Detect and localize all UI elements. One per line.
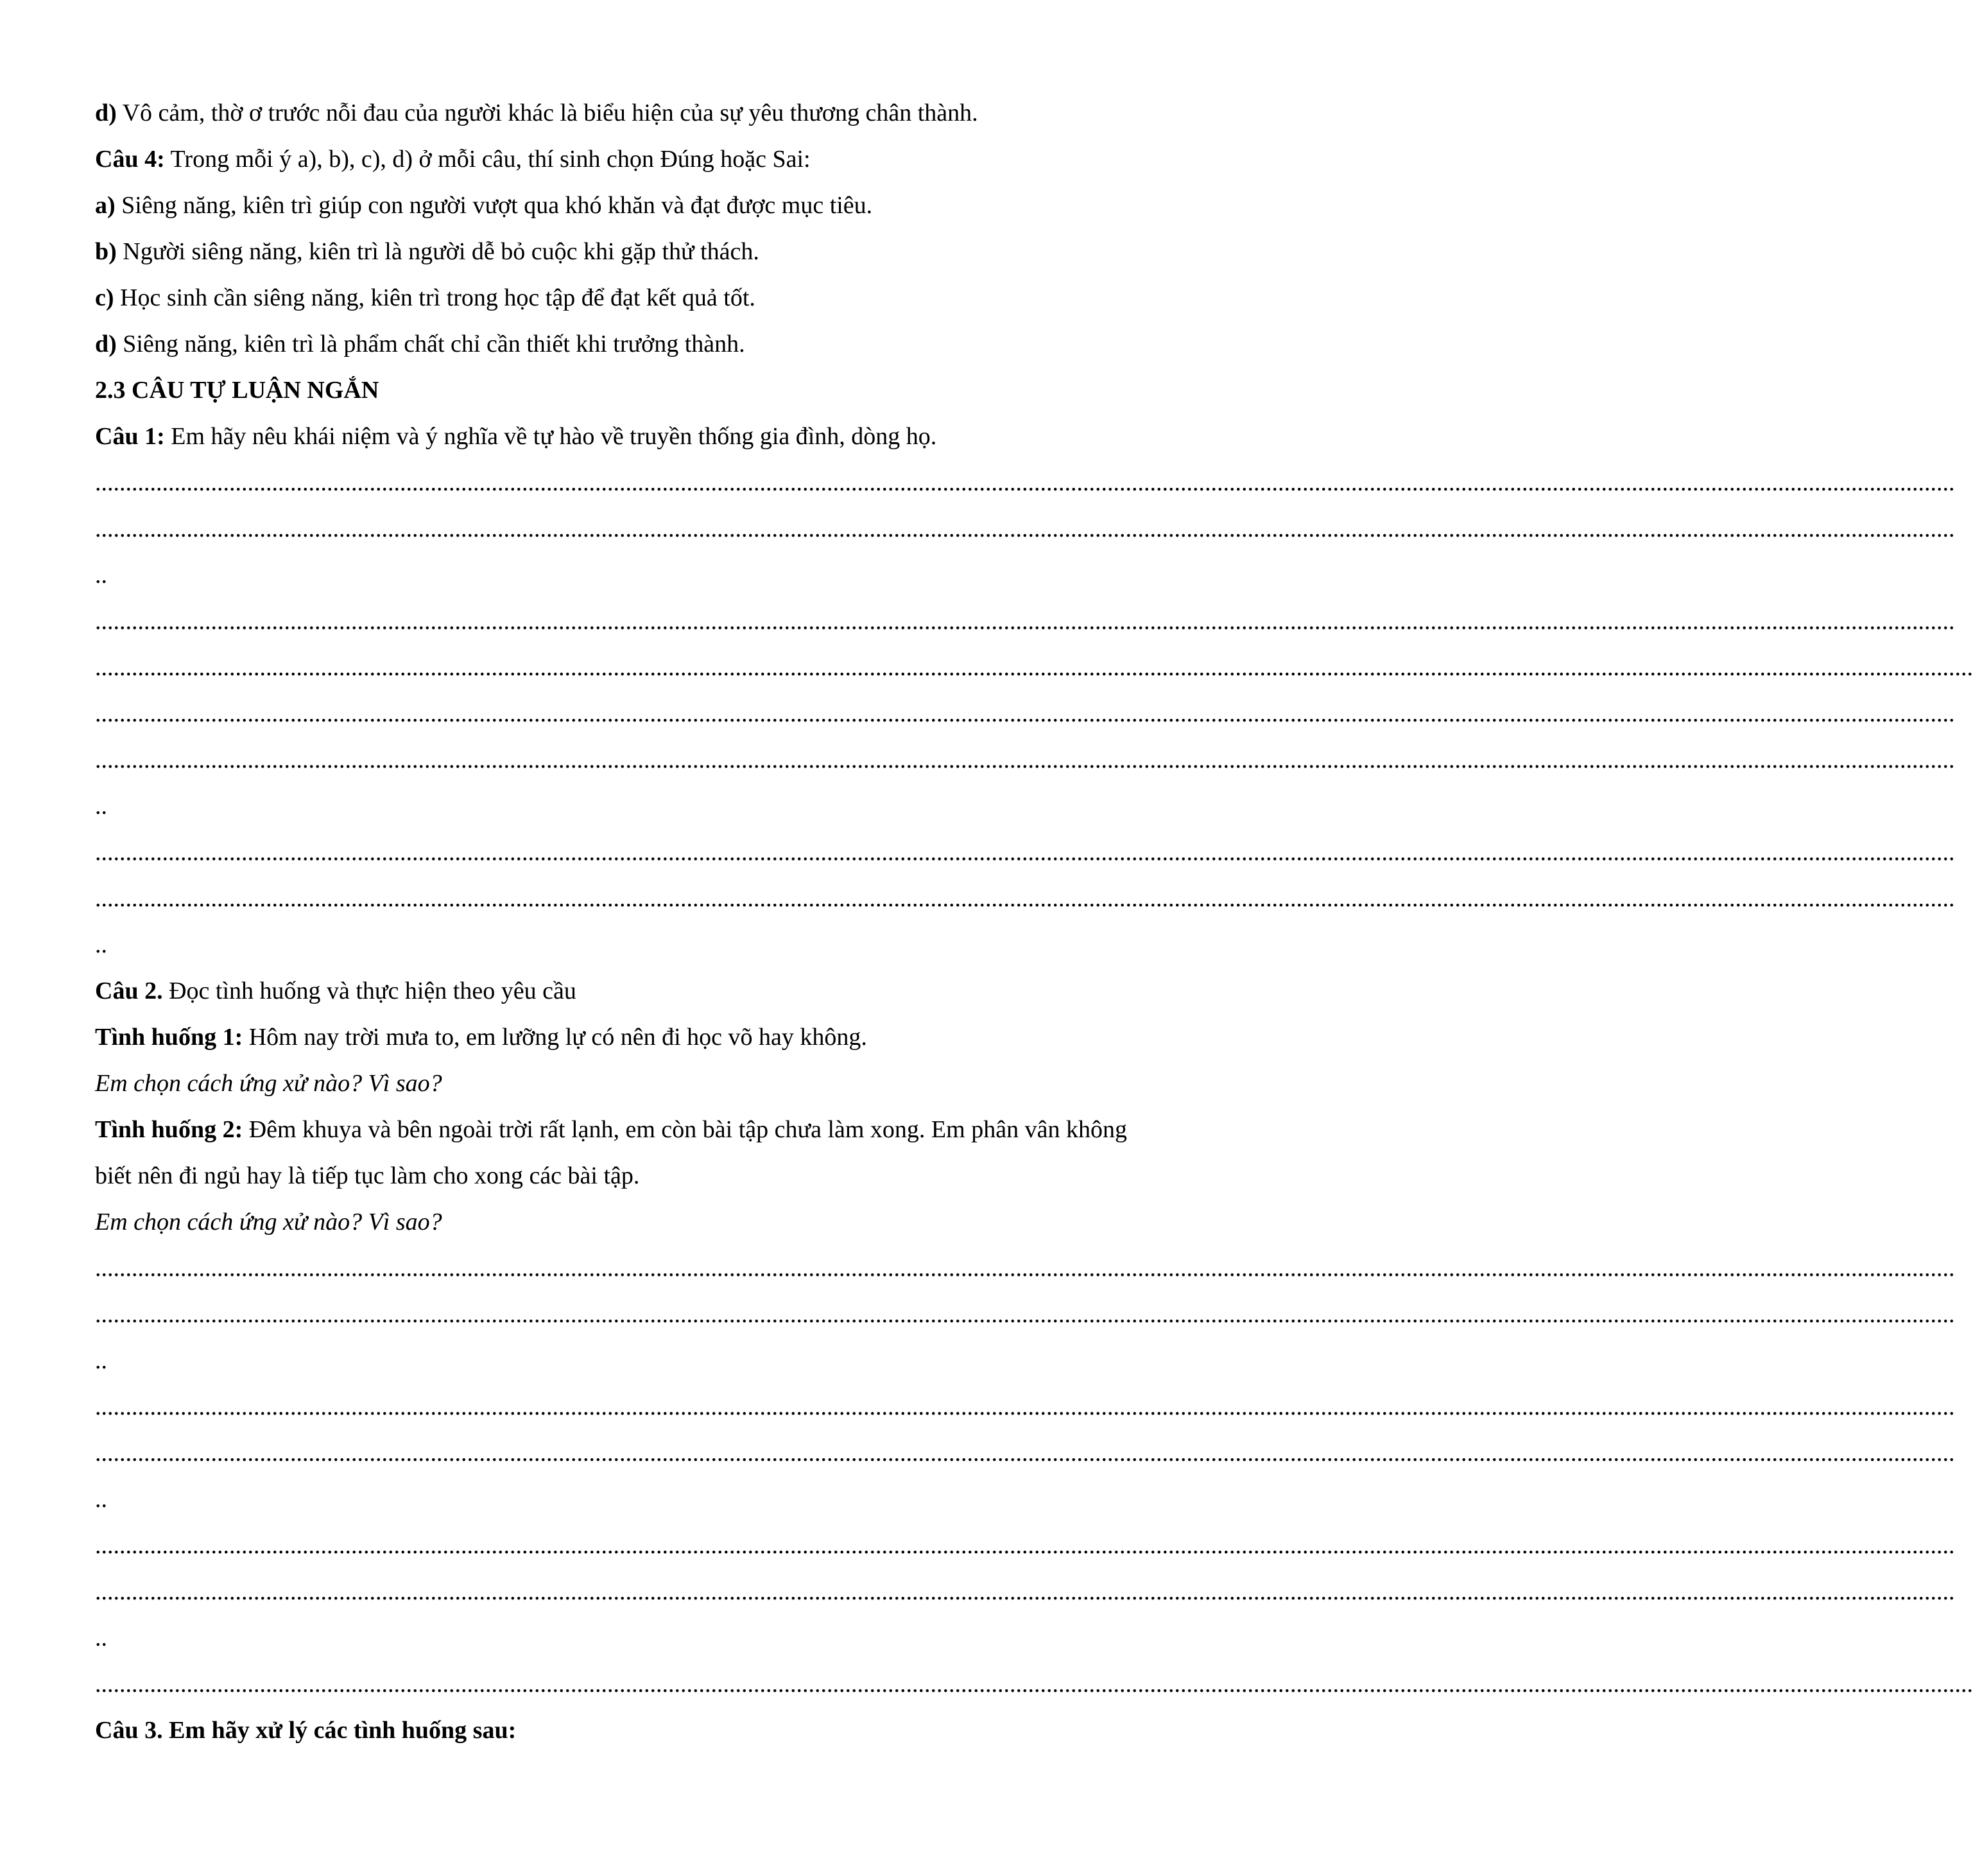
answer-line: ....................................................................................................................................................................................................................................................................................................................	[95, 654, 1973, 681]
answer-line: .................................................................................................................................................................................................................................................................................................................	[95, 1393, 1955, 1420]
answer-line-tail: ..	[95, 1347, 107, 1374]
situation-1	[95, 1014, 1244, 1060]
q4-item-d	[95, 321, 1244, 367]
answer-line: .................................................................................................................................................................................................................................................................................................................	[95, 1578, 1955, 1605]
situation-2-cont: biết nên đi ngủ hay là tiếp tục làm cho xong các bài tập.	[95, 1162, 640, 1189]
answer-line: .................................................................................................................................................................................................................................................................................................................	[95, 469, 1955, 496]
answer-line: .................................................................................................................................................................................................................................................................................................................	[95, 515, 1955, 542]
essay1-question	[95, 413, 1244, 460]
answer-line: .................................................................................................................................................................................................................................................................................................................	[95, 700, 1955, 727]
answer-line: ....................................................................................................................................................................................................................................................................................................................	[95, 1671, 1973, 1698]
situation-label: Tình huống 1:	[95, 1024, 243, 1051]
situation-1-prompt: Em chọn cách ứng xử nào? Vì sao?	[95, 1070, 442, 1097]
situation-label: Tình huống 2:	[95, 1116, 243, 1143]
answer-line: .................................................................................................................................................................................................................................................................................................................	[95, 608, 1955, 635]
question-label: Câu 4:	[95, 146, 165, 173]
worksheet-page	[95, 90, 1973, 1753]
essay3-question: Câu 3. Em hãy xử lý các tình huống sau:	[95, 1717, 517, 1744]
answer-line-tail: ..	[95, 1486, 107, 1513]
item-text: Vô cảm, thờ ơ trước nỗi đau của người khác là biểu hiện của sự yêu thương chân thành.	[116, 99, 978, 126]
answer-line: .................................................................................................................................................................................................................................................................................................................	[95, 1301, 1955, 1328]
q4-question	[95, 136, 1244, 182]
answer-line: .................................................................................................................................................................................................................................................................................................................	[95, 1532, 1955, 1559]
question-text: Em hãy nêu khái niệm và ý nghĩa về tự hào về truyền thống gia đình, dòng họ.	[164, 423, 937, 450]
situation-2-prompt: Em chọn cách ứng xử nào? Vì sao?	[95, 1209, 442, 1235]
answer-line: .................................................................................................................................................................................................................................................................................................................	[95, 839, 1955, 866]
item-text: Học sinh cần siêng năng, kiên trì trong học tập để đạt kết quả tốt.	[114, 284, 755, 311]
answer-line-tail: ..	[95, 931, 107, 958]
q4-item-c	[95, 275, 1244, 321]
question-label: Câu 2.	[95, 977, 163, 1004]
answer-line: .................................................................................................................................................................................................................................................................................................................	[95, 885, 1955, 912]
q3-item-d	[95, 90, 1244, 136]
question-label: Câu 1:	[95, 423, 165, 450]
item-text: Siêng năng, kiên trì là phẩm chất chỉ cần thiết khi trưởng thành.	[116, 331, 745, 357]
essay2-question	[95, 968, 1244, 1014]
item-label: a)	[95, 192, 116, 219]
item-text: Người siêng năng, kiên trì là người dễ bỏ cuộc khi gặp thử thách.	[116, 238, 759, 265]
question-text: Đọc tình huống và thực hiện theo yêu cầu	[162, 977, 576, 1004]
question-text: Trong mỗi ý a), b), c), d) ở mỗi câu, thí sinh chọn Đúng hoặc Sai:	[164, 146, 811, 173]
situation-text: Hôm nay trời mưa to, em lưỡng lự có nên đi học võ hay không.	[243, 1024, 867, 1051]
section-title: 2.3 CÂU TỰ LUẬN NGẮN	[95, 377, 379, 404]
answer-line: .................................................................................................................................................................................................................................................................................................................	[95, 1255, 1955, 1282]
answer-line: .................................................................................................................................................................................................................................................................................................................	[95, 746, 1955, 773]
answer-line: .................................................................................................................................................................................................................................................................................................................	[95, 1440, 1955, 1467]
answer-line-tail: ..	[95, 562, 107, 589]
situation-text: Đêm khuya và bên ngoài trời rất lạnh, em còn bài tập chưa làm xong. Em phân vân không	[243, 1116, 1127, 1143]
situation-2	[95, 1106, 1244, 1153]
q4-item-b	[95, 228, 1244, 275]
q4-item-a	[95, 182, 1244, 228]
item-text: Siêng năng, kiên trì giúp con người vượt qua khó khăn và đạt được mục tiêu.	[115, 192, 873, 219]
item-label: b)	[95, 238, 117, 265]
item-label: c)	[95, 284, 114, 311]
answer-line-tail: ..	[95, 1624, 107, 1651]
item-label: d)	[95, 331, 117, 357]
answer-line-tail: ..	[95, 793, 107, 820]
item-label: d)	[95, 99, 117, 126]
